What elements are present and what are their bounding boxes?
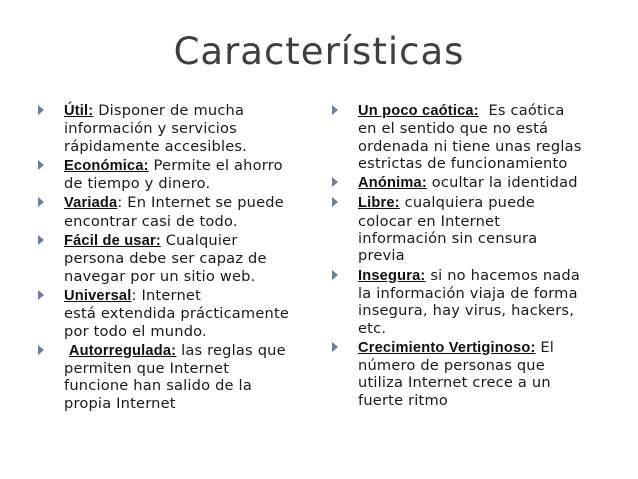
list-item-facil-de-usar	[38, 232, 318, 285]
item-first-line	[358, 339, 617, 357]
bullet-arrow-icon	[38, 197, 44, 207]
bullet-arrow-icon	[332, 105, 338, 115]
list-item-caotica	[332, 102, 617, 172]
item-term: Libre:	[358, 195, 400, 212]
item-first-line	[64, 287, 318, 305]
item-text: cualquiera puede	[399, 194, 535, 212]
right-column	[332, 102, 617, 411]
item-line: en el sentido que no está	[358, 120, 549, 138]
item-first-line	[358, 102, 617, 120]
list-item-anonima	[332, 174, 617, 192]
item-term: Económica:	[64, 157, 149, 174]
item-text: : Internet	[131, 286, 202, 304]
item-term: Fácil de usar:	[64, 233, 161, 250]
item-term: Insegura:	[358, 267, 426, 284]
item-term: Variada	[64, 195, 118, 212]
item-line: estrictas de funcionamiento	[358, 154, 568, 172]
item-term: Útil:	[64, 103, 94, 119]
item-line: propia Internet	[64, 394, 176, 412]
list-item-libre	[332, 194, 617, 264]
item-term: Crecimiento Vertiginoso:	[358, 339, 536, 356]
item-line: utiliza Internet crece a un	[358, 374, 551, 392]
item-line: encontrar casi de todo.	[64, 212, 238, 230]
item-line: colocar en Internet	[358, 212, 501, 230]
list-item-economica	[38, 157, 318, 193]
bullet-arrow-icon	[38, 345, 44, 355]
item-line: navegar por un sitio web.	[64, 267, 256, 285]
item-line: está extendida prácticamente	[64, 305, 290, 323]
bullet-arrow-icon	[332, 342, 338, 352]
item-line: funcione han salido de la	[64, 377, 252, 395]
bullet-arrow-icon	[332, 197, 338, 207]
item-line: etc.	[358, 319, 387, 337]
bullet-arrow-icon	[332, 270, 338, 280]
item-term: Autorregulada:	[68, 342, 177, 359]
item-line: rápidamente accesibles.	[64, 137, 248, 155]
item-line: número de personas que	[358, 357, 545, 375]
list-item-variada	[38, 194, 318, 230]
item-text: Disponer de mucha	[93, 102, 245, 119]
item-term: Universal	[64, 287, 132, 304]
list-item-insegura	[332, 267, 617, 337]
item-term: Anónima:	[358, 175, 427, 192]
item-text: Cualquier	[160, 232, 238, 250]
list-item-crecimiento	[332, 339, 617, 409]
bullet-arrow-icon	[38, 105, 44, 115]
item-line: insegura, hay virus, hackers,	[358, 302, 575, 320]
item-line: permiten que Internet	[64, 360, 230, 378]
item-line: información sin censura	[358, 230, 538, 248]
item-line: información y servicios	[64, 120, 237, 138]
bullet-arrow-icon	[38, 235, 44, 245]
bullet-arrow-icon	[38, 290, 44, 300]
item-line: fuerte ritmo	[358, 391, 449, 409]
list-item-util	[38, 102, 318, 155]
item-text: ocultar la identidad	[426, 174, 578, 192]
item-text: Permite el ahorro	[148, 156, 283, 174]
item-first-line	[358, 194, 617, 212]
item-first-line	[358, 174, 617, 192]
item-text: : En Internet se puede	[117, 194, 284, 212]
item-first-line	[64, 194, 318, 212]
list-item-autorregulada	[38, 342, 318, 412]
item-first-line	[358, 267, 617, 285]
item-text: El	[535, 338, 555, 356]
item-first-line	[64, 232, 318, 250]
item-line: la información viaja de forma	[358, 284, 578, 302]
left-column	[38, 102, 318, 414]
slide-title: Características	[173, 30, 465, 73]
list-item-universal	[38, 287, 318, 340]
bullet-arrow-icon	[38, 160, 44, 170]
item-line: persona debe ser capaz de	[64, 250, 267, 268]
item-line: por todo el mundo.	[64, 322, 207, 340]
item-text: Es caótica	[478, 102, 565, 119]
item-line: ordenada ni tiene unas reglas	[358, 137, 582, 155]
item-term: Un poco caótica:	[358, 103, 479, 119]
item-line: de tiempo y dinero.	[64, 175, 211, 193]
item-text: las reglas que	[176, 341, 286, 359]
item-first-line	[64, 157, 318, 175]
item-first-line	[64, 342, 318, 360]
item-text: si no hacemos nada	[425, 266, 581, 284]
bullet-arrow-icon	[332, 177, 338, 187]
item-first-line	[64, 102, 318, 120]
item-line: previa	[358, 247, 405, 265]
